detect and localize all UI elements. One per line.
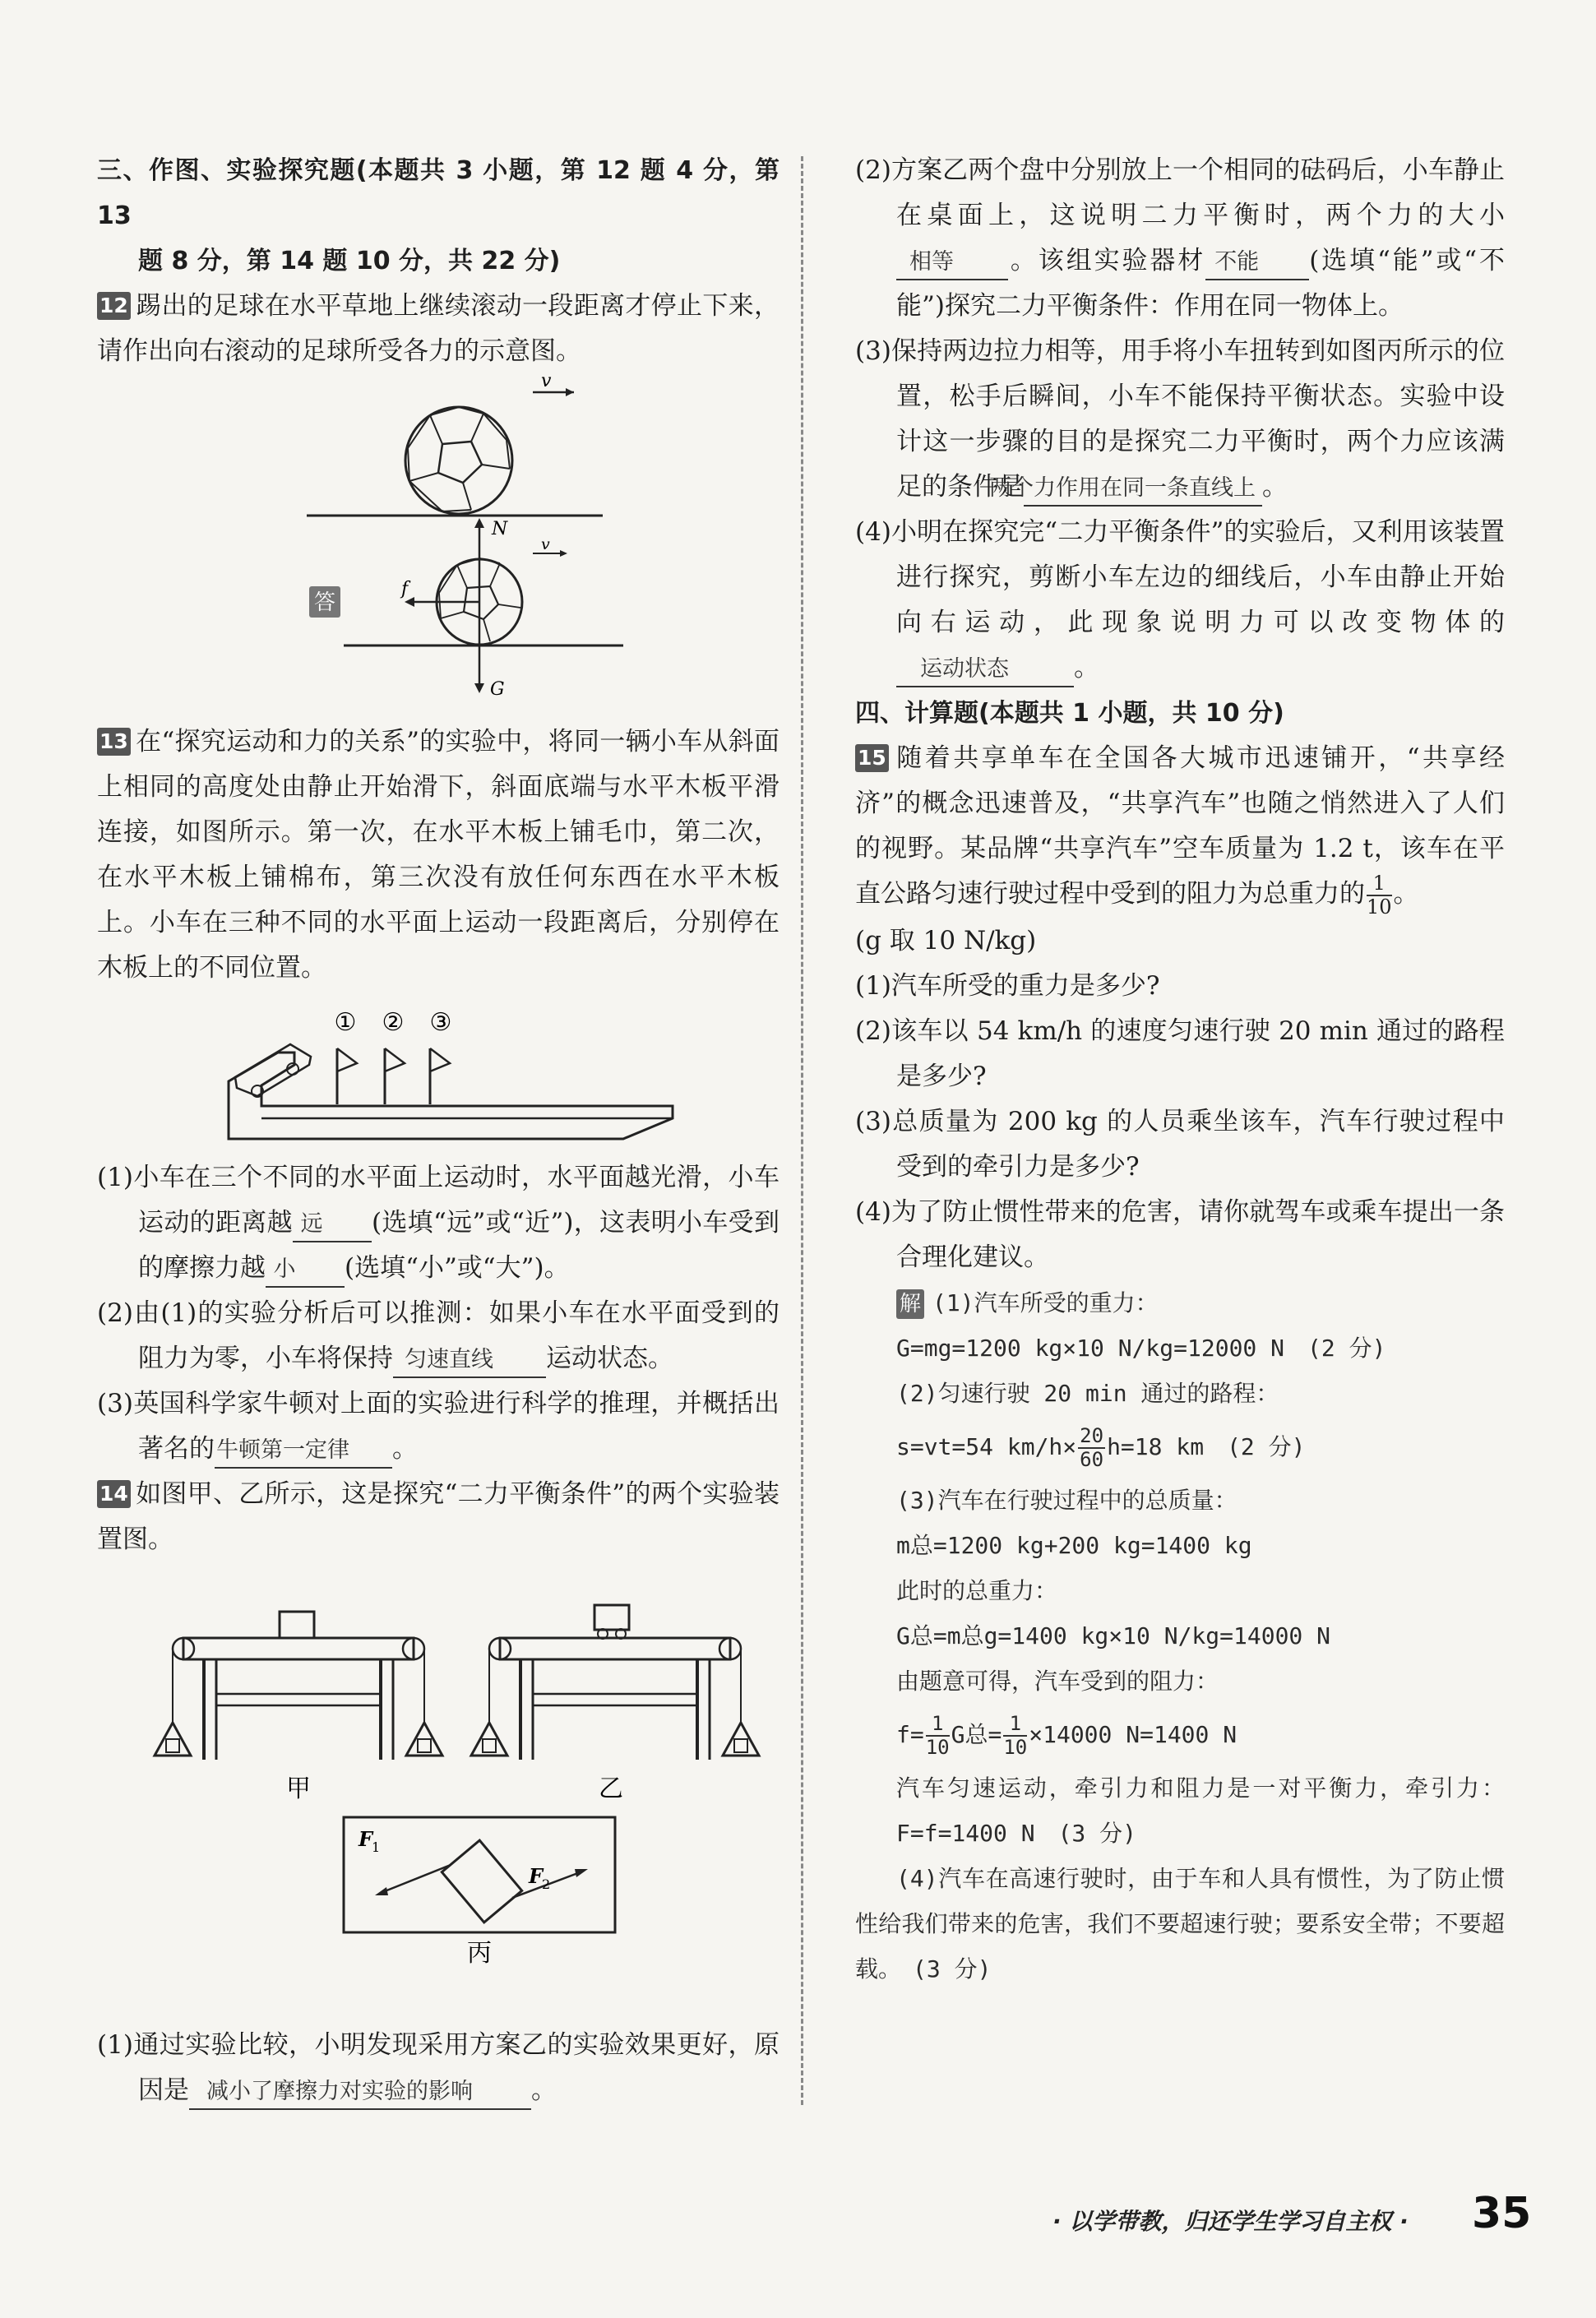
q15-sub4: (4)为了防止惯性带来的危害，请你就驾车或乘车提出一条合理化建议。 (855, 1196, 1505, 1272)
football-diagram (97, 371, 779, 711)
q14-part1 (97, 2023, 779, 2113)
q13-p1-text-a: (1)小车在三个不同的水平面上运动时，水平面越光滑，小车运动的距离越 (97, 1163, 779, 1238)
s2-eq-b: h=18 km (2 分) (1107, 1432, 1306, 1460)
q13-p2-text-a: (2)由(1)的实验分析后可以推测：如果小车在水平面受到的阻力为零，小车将保持 (97, 1298, 779, 1373)
q12-number: 12 (97, 292, 131, 320)
q14-number: 14 (97, 1480, 131, 1508)
s3-t3: 由题意可得，汽车受到的阻力： (896, 1667, 1219, 1695)
q14-blank-4[interactable]: 两个力作用在同一条直线上 (1024, 472, 1262, 507)
q14-part3 (855, 329, 1505, 510)
q14-figure (97, 1571, 779, 2015)
q14-text (97, 1472, 779, 1562)
q14-p3-text-a: (3)保持两边拉力相等，用手将小车扭转到如图丙所示的位置，松手后瞬间，小车不能保持平衡状态。实验中设计这一步骤的目的是探究二力平衡时，两个力应该满足的条件是 (855, 336, 1505, 502)
s3-eq2: G总=m总g=1400 kg×10 N/kg=14000 N (896, 1622, 1331, 1649)
q13-part3 (97, 1381, 779, 1472)
q13-blank-1[interactable]: 远 (293, 1208, 372, 1242)
q15-fraction (1367, 872, 1392, 918)
force-f1-label: F (359, 1827, 373, 1851)
s3-title: (3)汽车在行驶过程中的总质量： (896, 1486, 1237, 1514)
force-f1-subscript: 1 (372, 1839, 381, 1855)
q12-question: 踢出的足球在水平草地上继续滚动一段距离才停止下来，请作出向右滚动的足球所受各力的示意图。 (97, 291, 779, 366)
flag-2-icon (385, 1048, 405, 1104)
q14-p3-text-b: 。 (1262, 472, 1288, 502)
q14-p4-text-b: 。 (1074, 653, 1099, 682)
football-icon (405, 407, 512, 514)
s2-frac-num: 20 (1080, 1423, 1104, 1447)
q13-blank-2[interactable]: 小 (266, 1253, 345, 1288)
q15-sub3: (3)总质量为 200 kg 的人员乘坐该车，汽车行驶过程中受到的牵引力是多少? (855, 1106, 1505, 1182)
friction-label: f (401, 579, 409, 599)
q14-blank-2[interactable]: 相等 (896, 246, 1008, 280)
flag-3-icon (430, 1048, 450, 1104)
s3-frac1-den: 10 (925, 1735, 950, 1759)
s3-eq3-b: G总= (951, 1720, 1002, 1748)
balance-apparatus-diagram (97, 1571, 779, 2015)
q13-p3-text-a: (3)英国科学家牛顿对上面的实验进行科学的推理，并概括出著名的 (97, 1389, 779, 1464)
s3-fraction-2 (1003, 1713, 1027, 1759)
s3-eq3-a: f= (896, 1720, 924, 1748)
flag-2-label: ② (382, 1008, 405, 1037)
section4-title: 四、计算题(本题共 1 小题，共 10 分) (855, 699, 1284, 728)
column-divider (801, 156, 803, 2105)
q14-p1-text-b: 。 (531, 2075, 557, 2105)
q14-blank-5[interactable]: 运动状态 (896, 653, 1074, 687)
s3-eq3-c: ×14000 N=1400 N (1029, 1720, 1237, 1748)
s3-fraction-1 (926, 1713, 950, 1759)
flag-1-label: ① (334, 1008, 357, 1037)
q12-text (97, 284, 779, 374)
q13-p2-text-b: 运动状态。 (546, 1344, 673, 1373)
q15-g-note: (g 取 10 N/kg) (855, 925, 1037, 955)
force-f2-label: F (529, 1864, 544, 1888)
q15-sub1: (1)汽车所受的重力是多少? (855, 970, 1160, 1001)
q13-text (97, 719, 779, 991)
q14-p2-text-b: 。该组实验器材 (1008, 246, 1206, 275)
s3-frac2-den: 10 (1003, 1735, 1028, 1759)
label-yi: 乙 (599, 1774, 623, 1803)
flag-1-icon (337, 1048, 357, 1104)
answer-tag: 答 (313, 590, 336, 615)
section3-title-cont: 题 8 分，第 14 题 10 分，共 22 分) (138, 247, 561, 275)
ramp-diagram (97, 999, 779, 1147)
q15-frac-num: 1 (1367, 872, 1392, 896)
q14-p4-text-a: (4)小明在探究完“二力平衡条件”的实验后，又利用该装置进行探究，剪断小车左边的细线后，小车由静止开始向右运动，此现象说明力可以改变物体的 (855, 517, 1505, 637)
answer-velocity-label: v (541, 535, 550, 553)
s3-eq1: m总=1200 kg+200 kg=1400 kg (896, 1531, 1252, 1559)
s1-title: (1)汽车所受的重力： (932, 1289, 1159, 1316)
s2-eq-a: s=vt=54 km/h× (896, 1432, 1077, 1460)
q14-p1-text-a: (1)通过实验比较，小明发现采用方案乙的实验效果更好，原因是 (97, 2030, 779, 2105)
footer-slogan: · 以学带教，归还学生学习自主权 · (1052, 2208, 1409, 2235)
q13-figure (97, 999, 779, 1147)
q13-question: 在“探究运动和力的关系”的实验中，将同一辆小车从斜面上相同的高度处由静止开始滑下，斜面底端与水平木板平滑连接，如图所示。第一次，在水平木板上铺毛巾，第二次，在水平木板上铺棉布，第三次没有放任何东西在水平木板上。小车在三种不同的水平面上运动一段距离后，分别停在木板上的不同位置。 (97, 727, 779, 983)
setup-jia (155, 1612, 442, 1760)
q13-p3-text-b: 。 (392, 1434, 418, 1464)
q12-figure (97, 371, 779, 711)
q15-text-end: 。 (1393, 879, 1419, 909)
s2-title: (2)匀速行驶 20 min 通过的路程： (896, 1379, 1279, 1407)
page-number: 35 (1472, 2189, 1532, 2238)
s3-frac1-num: 1 (926, 1713, 950, 1737)
q15-text (855, 736, 1505, 918)
s3-eq3 (855, 1704, 1505, 1765)
s2-eq (855, 1416, 1505, 1478)
q15-sub2: (2)该车以 54 km/h 的速度匀速行驶 20 min 通过的路程是多少? (855, 1016, 1505, 1091)
solution-tag: 解 (896, 1289, 924, 1319)
s4: (4)汽车在高速行驶时，由于车和人具有惯性，为了防止惯性给我们带来的危害，我们不要超速行驶；要系安全带；不要超载。 (3 分) (855, 1864, 1505, 1983)
q14-p2-text-c: (选填“能”或“不能”)探究二力平衡条件：作用在同一物体上。 (896, 246, 1506, 321)
section3-title: 三、作图、实验探究题(本题共 3 小题，第 12 题 4 分，第 13 (97, 156, 779, 230)
q13-p1-text-b: (选填“远”或“近”)，这表明小车受到的摩擦力越 (138, 1208, 779, 1283)
label-bing: 丙 (467, 1939, 492, 1968)
q13-part1 (97, 1155, 779, 1291)
setup-yi (471, 1605, 759, 1760)
left-column (97, 148, 779, 2113)
q13-number: 13 (97, 728, 131, 756)
q13-part2 (97, 1291, 779, 1381)
flag-3-label: ③ (429, 1008, 452, 1037)
q14-question: 如图甲、乙所示，这是探究“二力平衡条件”的两个实验装置图。 (97, 1479, 779, 1554)
q15-number: 15 (855, 744, 889, 772)
s2-fraction (1078, 1425, 1105, 1471)
q14-part2 (855, 148, 1505, 329)
q14-blank-3[interactable]: 不能 (1205, 246, 1309, 280)
q15-question: 随着共享单车在全国各大城市迅速铺开，“共享经济”的概念迅速普及，“共享汽车”也随之悄然进入了人们的视野。某品牌“共享汽车”空车质量为 1.2 t，该车在平直公路匀速行驶过程中受到的阻力为总重力的 (855, 743, 1505, 909)
s3-frac2-num: 1 (1003, 1713, 1027, 1737)
setup-bing (344, 1817, 615, 1932)
velocity-label: v (541, 371, 552, 391)
s1-eq: G=mg=1200 kg×10 N/kg=12000 N (2 分) (896, 1334, 1386, 1362)
s2-frac-den: 60 (1080, 1447, 1104, 1471)
q14-blank-1[interactable]: 减小了摩擦力对实验的影响 (189, 2075, 531, 2110)
q14-p2-text-a: (2)方案乙两个盘中分别放上一个相同的砝码后，小车静止在桌面上，这说明二力平衡时，两个力的大小 (855, 155, 1505, 230)
q13-p1-text-c: (选填“小”或“大”)。 (345, 1253, 570, 1283)
right-column (855, 148, 1505, 1992)
force-f2-subscript: 2 (542, 1876, 551, 1892)
q13-blank-3[interactable]: 匀速直线 (393, 1344, 546, 1378)
normal-force-label: N (492, 519, 508, 539)
q15-solution (855, 1280, 1505, 1992)
q14-part4 (855, 510, 1505, 691)
q15-frac-den: 10 (1367, 895, 1392, 918)
s3-t2: 此时的总重力： (896, 1576, 1058, 1604)
label-jia: 甲 (286, 1774, 311, 1803)
s3-t4: 汽车匀速运动，牵引力和阻力是一对平衡力，牵引力：F=f=1400 N (3 分) (896, 1774, 1505, 1847)
gravity-label: G (490, 679, 505, 700)
q13-blank-4[interactable]: 牛顿第一定律 (215, 1434, 392, 1469)
